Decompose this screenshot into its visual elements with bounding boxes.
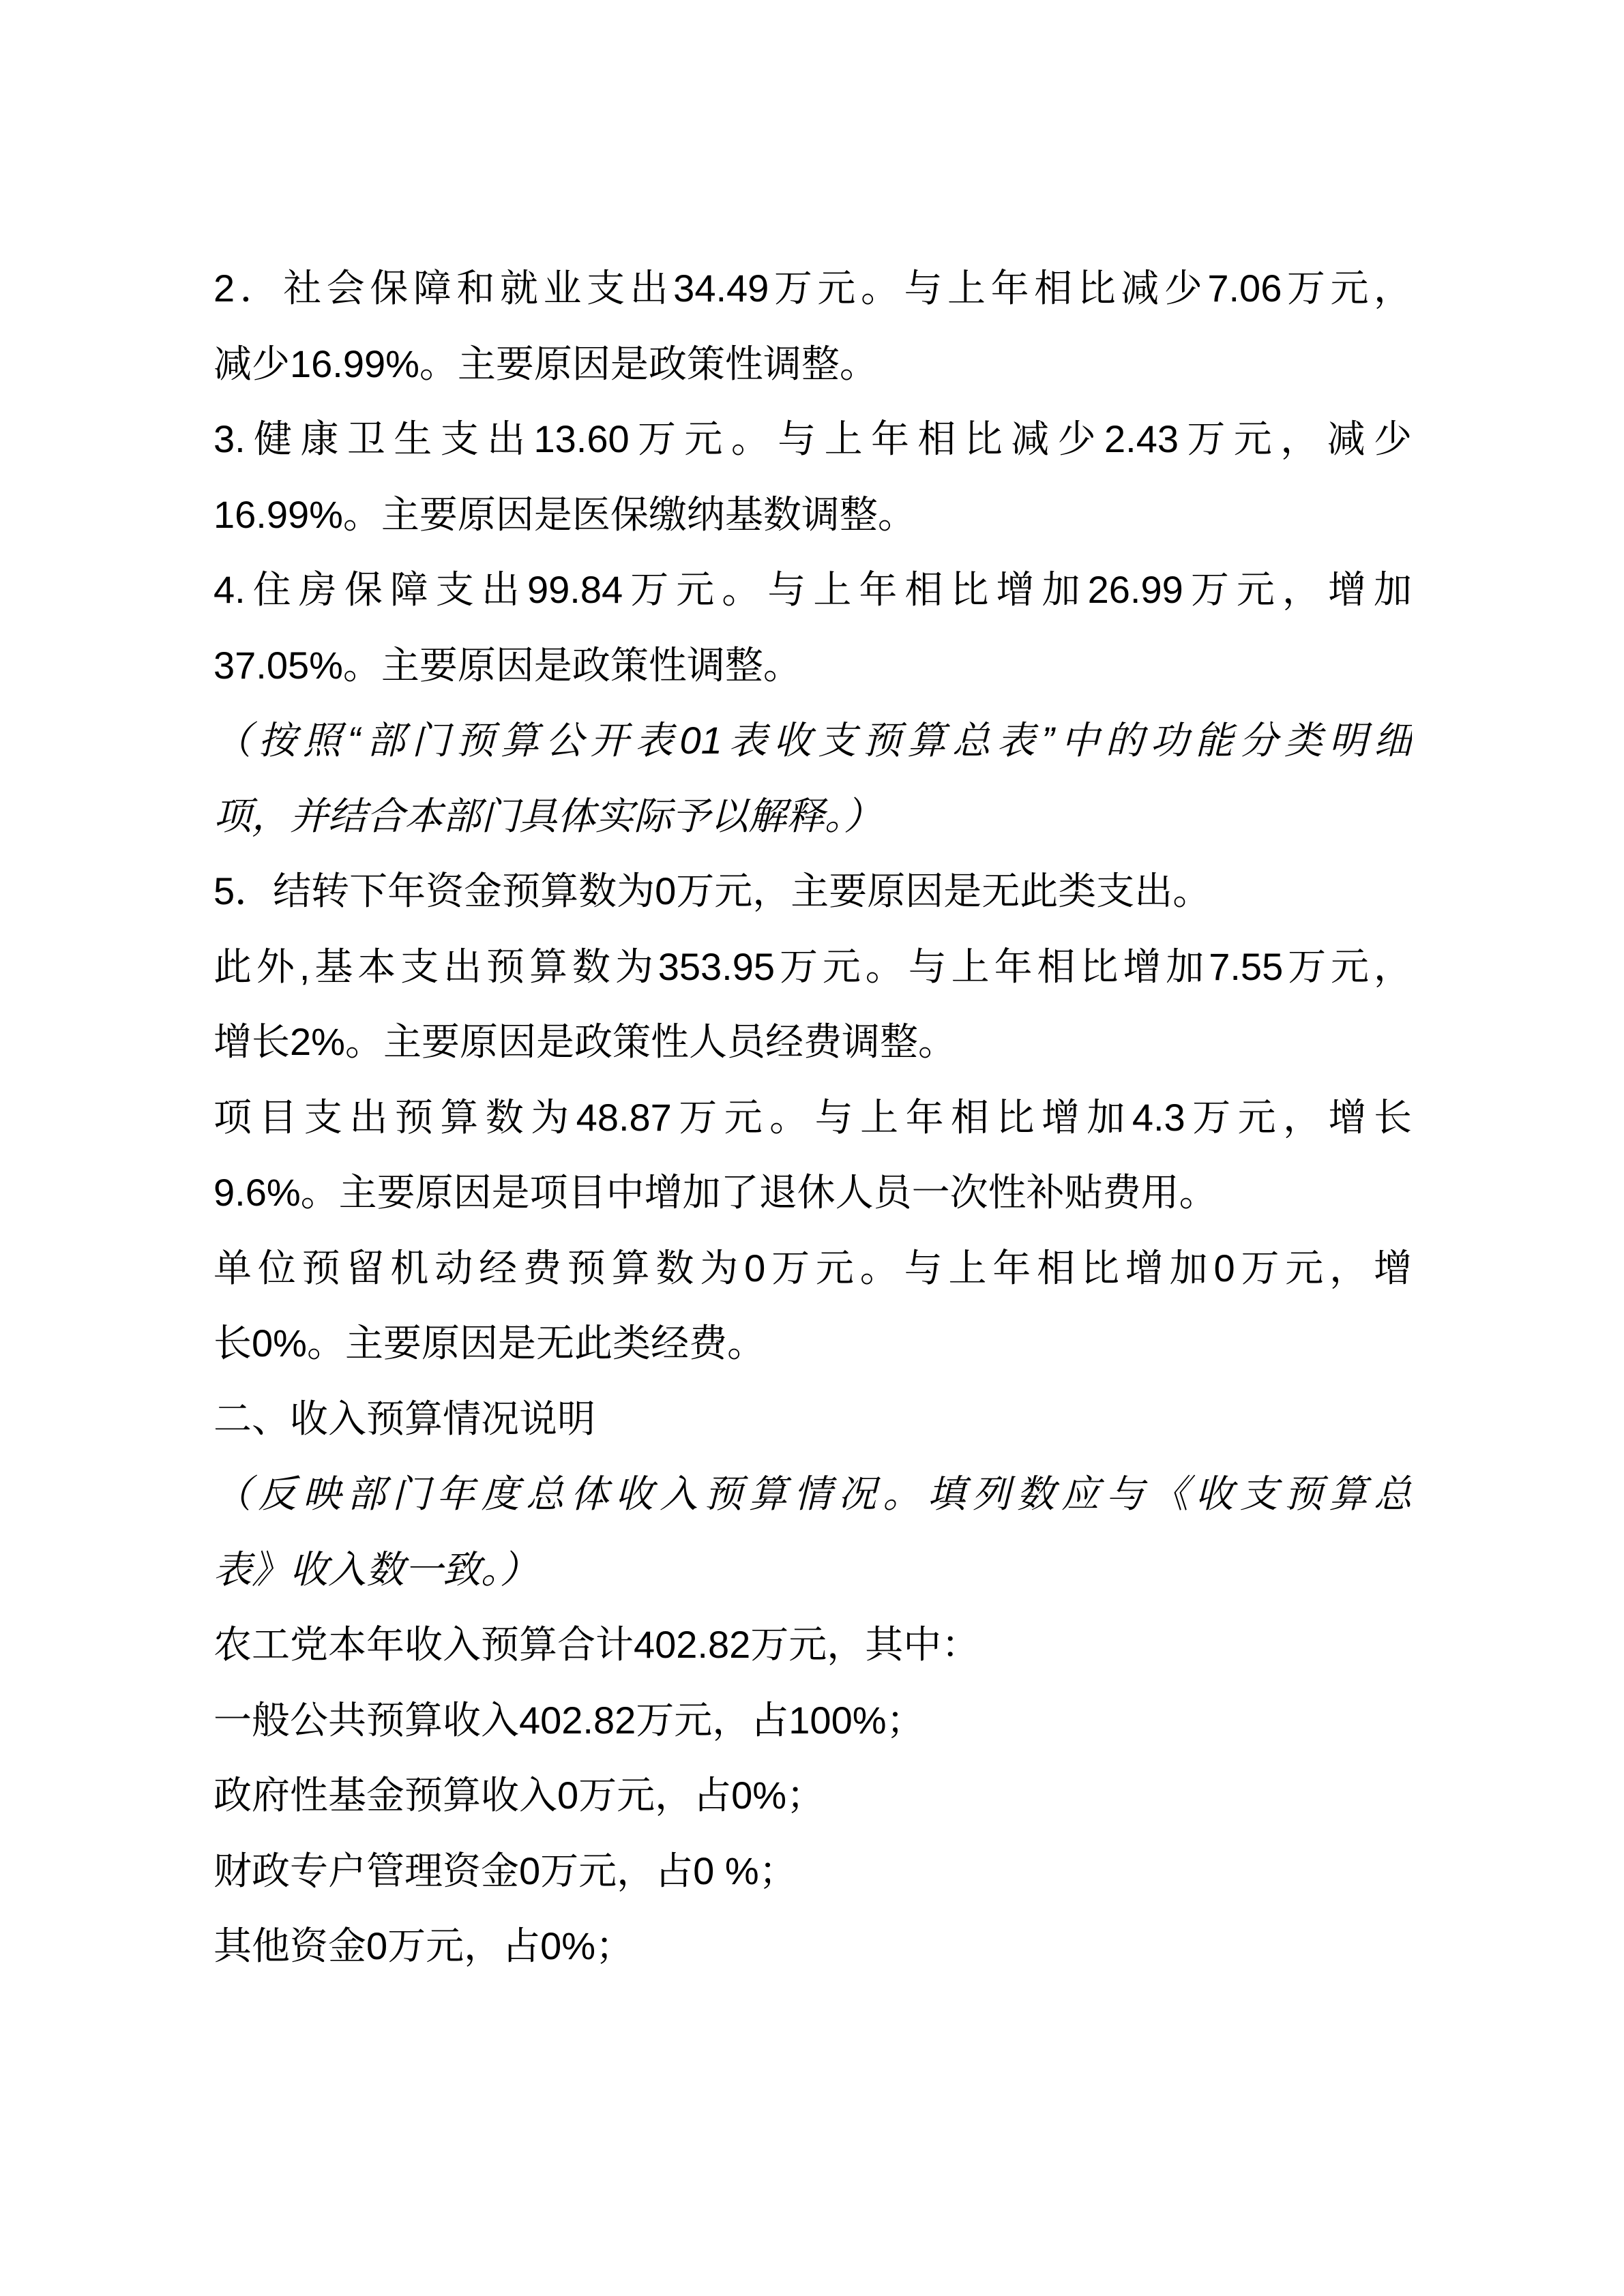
text-line: 项，并结合本部门具体实际予以解释。） bbox=[213, 794, 882, 837]
text-line: 政府性基金预算收入0万元，占0%； bbox=[213, 1774, 825, 1817]
text-line: 项目支出预算数为48.87万元。与上年相比增加4.3万元，增长 bbox=[213, 1095, 1412, 1139]
text-line: 9.6%。主要原因是项目中增加了退休人员一次性补贴费用。 bbox=[213, 1171, 1217, 1214]
text-line: 37.05%。主要原因是政策性调整。 bbox=[213, 643, 801, 687]
text-line: 财政专户管理资金0万元，占0 %； bbox=[213, 1849, 797, 1892]
text-line: 此外,基本支出预算数为353.95万元。与上年相比增加7.55万元， bbox=[213, 944, 1412, 988]
text-line: 农工党本年收入预算合计402.82万元，其中： bbox=[213, 1623, 980, 1666]
text-line: 4.住房保障支出99.84万元。与上年相比增加26.99万元，增加 bbox=[213, 568, 1412, 611]
text-line: 2．社会保障和就业支出34.49万元。与上年相比减少7.06万元， bbox=[213, 267, 1412, 310]
text-line: 减少16.99%。主要原因是政策性调整。 bbox=[213, 342, 878, 385]
text-line: 表》收入数一致。） bbox=[213, 1547, 538, 1591]
text-line: （按照“部门预算公开表01表收支预算总表”中的功能分类明细 bbox=[213, 719, 1412, 762]
text-line: 增长2%。主要原因是政策性人员经费调整。 bbox=[213, 1020, 956, 1063]
text-line: 3.健康卫生支出13.60万元。与上年相比减少2.43万元，减少 bbox=[213, 417, 1412, 460]
text-line: 5．结转下年资金预算数为0万元，主要原因是无此类支出。 bbox=[213, 869, 1211, 912]
text-line: 长0%。主要原因是无此类经费。 bbox=[213, 1322, 765, 1365]
text-line: 二、收入预算情况说明 bbox=[213, 1397, 595, 1440]
text-line: 一般公共预算收入402.82万元，占100%； bbox=[213, 1698, 925, 1742]
body-text bbox=[213, 251, 1412, 1984]
text-line: 16.99%。主要原因是医保缴纳基数调整。 bbox=[213, 492, 916, 536]
text-line: 单位预留机动经费预算数为0万元。与上年相比增加0万元，增 bbox=[213, 1246, 1412, 1289]
text-line: （反映部门年度总体收入预算情况。填列数应与《收支预算总 bbox=[213, 1472, 1412, 1515]
text-line: 其他资金0万元，占0%； bbox=[213, 1924, 634, 1967]
